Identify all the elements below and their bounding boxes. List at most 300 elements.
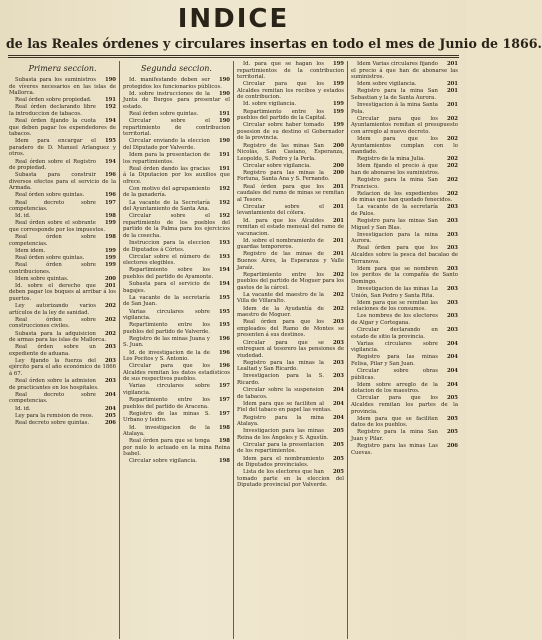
entry-text: Real órden para que los empleados del Ramo de Montes se presenten á sus destinos. [237, 319, 344, 339]
entry-text: Investigacion para la mina Aurora. [351, 231, 438, 245]
entry-page-number: 192 [218, 213, 230, 220]
index-entry [351, 266, 458, 286]
index-entry [9, 118, 116, 138]
index-entry [123, 425, 230, 438]
entry-page-number: 203 [446, 245, 458, 252]
entry-text: Circular sobre vigilancia. [129, 458, 197, 465]
entry-page-number: 201 [332, 217, 344, 224]
entry-text: Real órden sobre construcciones civiles. [9, 316, 96, 330]
entry-text: Registro de las minas San Nicolás, San Casiano, Esperanza, Leopoldo, S. Pedro y la Perla. [237, 142, 344, 162]
entry-text: Investigacion para la S. Ricardo. [237, 373, 324, 386]
entry-page-number: 199 [104, 247, 116, 254]
entry-page-number: 202 [104, 303, 116, 310]
index-entry [351, 395, 458, 415]
index-entry [9, 213, 116, 220]
index-entry [123, 350, 230, 363]
index-entry [351, 88, 458, 101]
entry-page-number: 203 [446, 231, 458, 238]
entry-page-number: 204 [446, 381, 458, 388]
index-entry [123, 322, 230, 335]
entry-page-number: 202 [446, 156, 458, 163]
entry-text: Circular sobre el número de electores elegibles. [123, 253, 210, 267]
entry-text: Real órden sobre quintas. [15, 192, 85, 199]
entry-text: Real órden para que se tenga por nulo lo actuado en la mina Reina Isabel. [123, 438, 230, 458]
index-entry [123, 111, 230, 118]
index-entry [123, 186, 230, 199]
entry-text: Con motivo del agrupamiento de la ganadería. [123, 185, 210, 199]
entry-page-number: 203 [446, 313, 458, 320]
entry-text: Circular para que se entreguen al tesorero las pensiones de viudedad. [237, 339, 344, 359]
index-entry [9, 234, 116, 247]
entry-text: Circular para que los Alcaldes remitan los partes de la provincia. [351, 395, 458, 415]
entry-page-number: 204 [332, 414, 344, 421]
index-entry [351, 61, 458, 81]
entry-page-number: 205 [446, 395, 458, 402]
entry-text: Idem para encargar el paradero de D. Manuel Arlanguez y otros. [9, 138, 116, 158]
entry-page-number: 201 [446, 61, 458, 67]
index-entry [351, 81, 458, 88]
entry-text: Subasta para el servicio de bagajes. [123, 281, 210, 294]
index-entry [9, 262, 116, 275]
entry-text: Idem para la presentacion de los repartimientos. [123, 151, 210, 165]
entry-page-number: 195 [218, 308, 230, 315]
index-entry [351, 416, 458, 429]
page-subtitle: de las Reales órdenes y circulares insertas en todo el mes de Junio de 1866. [6, 36, 542, 51]
header-rule [8, 55, 459, 56]
entry-page-number: 199 [332, 81, 344, 88]
index-entry [237, 442, 344, 455]
entry-page-number: 202 [446, 190, 458, 197]
index-entry [351, 245, 458, 265]
entry-text: Circular para que los Alcaldes remitan los datos estadísticos de sus respectivos pueblos. [123, 363, 230, 383]
entry-text: Idem idem. [15, 247, 46, 254]
entry-page-number: 205 [104, 412, 116, 419]
entry-text: Real decreto sobre quintas. [15, 419, 90, 426]
entry-text: Registro para la mina Atalaya. [237, 414, 324, 428]
entry-page-number: 193 [218, 240, 230, 247]
entry-text: Circular para que los Alcaldes remitan los recibos y estados de contribucion. [237, 81, 344, 101]
index-entry [237, 170, 344, 183]
entry-page-number: 194 [218, 267, 230, 274]
entry-text: Idem para que los Ayuntamientos cumplan con lo mandado. [351, 135, 458, 156]
entry-text: Real decreto sobre competencias. [9, 391, 96, 405]
entry-page-number: 200 [332, 162, 344, 169]
index-entry [9, 77, 116, 97]
entry-text: Id. de investigacion de la de Los Pocitos y S. Antonio. [123, 349, 210, 363]
entry-text: Idem para que se nombren los peritos de la compañía de Santo Domingo. [351, 265, 458, 285]
entry-text: Idem para que se faciliten datos de los pueblos. [351, 415, 438, 429]
entry-text: Idem para que se remitan las relaciones de los consumos. [351, 299, 438, 313]
index-entry [123, 336, 230, 349]
index-entry [123, 254, 230, 267]
entry-page-number: 196 [104, 172, 116, 179]
entry-page-number: 195 [218, 294, 230, 301]
entry-text: Varias circulares sobre vigilancia. [123, 308, 210, 322]
entry-page-number: 199 [332, 61, 344, 67]
index-entry [9, 344, 116, 357]
entry-text: Repartimiento entre los pueblos del partido de Valverde. [123, 322, 210, 335]
entry-text: Real órden para que los caudales del ramo de minas se remitan al Tesoro. [237, 183, 344, 203]
entry-text: Idem fijando el precio á que han de abonarse los suministros. [351, 163, 440, 176]
index-entry [9, 172, 116, 192]
entry-page-number: 199 [104, 254, 116, 261]
entry-text: Idem sobre arreglo de la dotacion de los maestros. [351, 381, 438, 395]
entry-page-number: 204 [332, 387, 344, 394]
index-entry [123, 383, 230, 396]
entry-text: Subasta para la adquisicion de armas para las islas de Mallorca. [9, 330, 107, 344]
entry-page-number: 203 [446, 299, 458, 306]
entry-page-number: 200 [332, 142, 344, 149]
index-entry [237, 401, 344, 414]
index-entry [9, 192, 116, 199]
index-entry [351, 218, 458, 231]
entry-text: Registro para la mina San Francisco. [351, 177, 438, 190]
entry-page-number: 200 [104, 275, 116, 282]
index-entry [237, 272, 344, 292]
entry-page-number: 190 [218, 138, 230, 145]
index-entry [237, 163, 344, 170]
entry-text: Real órden fijando la cuota que deben pagar los expendedores de tabacos. [9, 118, 116, 138]
entry-page-number: 203 [446, 265, 458, 272]
index-entry [351, 136, 458, 156]
index-columns [6, 61, 461, 639]
entry-page-number: 202 [332, 291, 344, 298]
index-entry [9, 406, 116, 413]
index-entry [123, 458, 230, 465]
entry-text: Relacion de los expedientes de minas que han quedado fenecidos. [351, 190, 453, 204]
entry-text: Repartimiento entre los pueblos del partido de la Capital. [237, 108, 327, 122]
entry-page-number: 203 [332, 319, 344, 326]
entry-text: Circular sobre vigilancia. [243, 162, 311, 169]
entry-page-number: 202 [104, 330, 116, 337]
entry-text: La vacante de la secretaría de Palos. [351, 204, 438, 217]
entry-text: La vacante del maestro de la Villa de Villaralto. [237, 291, 324, 305]
entry-page-number: 204 [446, 354, 458, 361]
entry-text: Registro de las minas de Buenos Aires, la Esperanza y Valle Jaraíz. [237, 251, 344, 271]
index-entry [9, 248, 116, 255]
entry-text: Id. sobre instrucciones de la Junta de Burgos para presentar el estado. [123, 90, 230, 110]
entry-text: Idem Varias circulares fijando el precio á que han de abonarse las suministros. [351, 61, 458, 81]
entry-text: Investigacion de las minas La Unión, San Pedro y Santa Rita. [351, 285, 438, 299]
entry-text: Registro de la mina Julia. [357, 156, 425, 163]
entry-page-number: 204 [446, 340, 458, 347]
entry-text: Circular sobre obras públicas. [351, 368, 438, 381]
entry-page-number: 197 [104, 199, 116, 206]
index-entry [123, 77, 230, 90]
index-entry [9, 283, 116, 303]
index-column-1 [6, 61, 120, 639]
entry-page-number: 201 [332, 203, 344, 210]
index-entry [9, 138, 116, 158]
index-entry [351, 341, 458, 354]
entry-text: Subasta para los suministros de víveres necesarios en las islas de Mallorca. [9, 77, 116, 97]
entry-page-number: 202 [332, 271, 344, 278]
entry-text: Real órden dando las gracias á la Diputacion por los auxilios que ofrece. [123, 165, 230, 185]
entry-text: Los nombres de los electores de Algar y Cortegana. [351, 313, 438, 326]
entry-page-number: 198 [104, 213, 116, 220]
index-entry [351, 286, 458, 299]
entry-text: Circular sobre el levantamiento del cólera. [237, 203, 324, 217]
index-entry [351, 102, 458, 115]
entry-page-number: 204 [446, 368, 458, 375]
index-entry [237, 340, 344, 360]
entry-page-number: 203 [446, 285, 458, 292]
index-entry [237, 319, 344, 339]
entry-page-number: 203 [104, 378, 116, 385]
entry-text: La vacante de la Secretaría del Ayuntamiento de Santa Ana. [123, 199, 210, 213]
entry-page-number: 190 [218, 77, 230, 83]
index-entry [237, 428, 344, 441]
entry-page-number: 199 [332, 122, 344, 129]
entry-text: Real órden sobre un expediente de aduana. [9, 344, 96, 357]
index-entry [351, 191, 458, 204]
section-heading: Primera seccion. [28, 64, 97, 73]
entry-text: Registro para las minas la Lealtad y San Ricardo. [237, 359, 324, 373]
entry-text: Registro para las minas la Fortuna, Santa Ana y S. Fernando. [237, 169, 330, 183]
index-entry [9, 200, 116, 213]
entry-page-number: 191 [218, 151, 230, 158]
entry-text: Real órden sobre quintas. [129, 110, 199, 117]
entry-page-number: 199 [104, 220, 116, 227]
entry-page-number: 198 [218, 438, 230, 445]
entry-page-number: 203 [446, 204, 458, 211]
section-heading: Segunda seccion. [141, 64, 212, 73]
entry-page-number: 206 [446, 443, 458, 450]
index-entry [237, 81, 344, 101]
index-entry [123, 166, 230, 186]
entry-text: Repartimiento entre los pueblos del partido de Moguer para los gastos de la cárcel. [237, 271, 344, 291]
index-entry [351, 177, 458, 190]
entry-text: Real órden sobre contribuciones. [9, 262, 96, 275]
entry-text: Circular sobre la suspension de tabacos. [237, 387, 324, 400]
index-entry [123, 213, 230, 239]
entry-page-number: 193 [218, 253, 230, 260]
entry-text: Circular para la presentacion de los repartimientos. [237, 441, 324, 455]
entry-text: Instruccion para la eleccion de Diputados á Córtes. [123, 240, 210, 253]
entry-page-number: 201 [446, 88, 458, 95]
entry-text: Id. para que los Alcaldes remitan el estado mensual del ramo de vacunacion. [237, 217, 344, 237]
entry-page-number: 195 [218, 322, 230, 329]
entry-page-number: 196 [218, 349, 230, 356]
entry-page-number: 202 [104, 316, 116, 323]
index-entry [123, 240, 230, 253]
entry-text: Id. sobre el derecho que deben pagar los buques al arribar á los puertos. [9, 282, 116, 302]
index-entry [237, 238, 344, 251]
index-entry [9, 104, 116, 117]
index-entry [351, 313, 458, 326]
header-rule-thin [8, 57, 459, 58]
entry-text: Real órden declarando libre la introduccion de tabacos. [9, 104, 96, 117]
entry-page-number: 192 [218, 199, 230, 206]
entry-text: Idem de la Ayudantía de maestro de Moguer. [237, 305, 324, 319]
entry-page-number: 190 [218, 118, 230, 125]
index-entry [351, 368, 458, 381]
entry-page-number: 190 [104, 77, 116, 83]
index-entry [123, 152, 230, 165]
index-entry [123, 281, 230, 294]
entry-text: Ley para la remision de reos. [15, 412, 94, 419]
entry-page-number: 192 [218, 185, 230, 192]
index-entry [9, 392, 116, 405]
index-entry [9, 276, 116, 283]
entry-page-number: 203 [332, 359, 344, 366]
entry-page-number: 201 [446, 102, 458, 109]
entry-text: Idem para el nombramiento de Diputados provinciales. [237, 455, 324, 469]
index-entry [237, 109, 344, 122]
entry-page-number: 202 [446, 115, 458, 122]
entry-text: Real órden sobre competencias. [9, 234, 96, 247]
entry-page-number: 196 [104, 192, 116, 199]
index-entry [9, 220, 116, 233]
entry-text: Real decreto sobre competencias. [9, 199, 96, 213]
entry-text: Id. investigacion de la Atalaya. [123, 424, 210, 438]
index-entry [351, 443, 458, 456]
entry-text: Circular sobre haber tomado posesion de su destino el Gobernador de la provincia. [237, 122, 344, 142]
index-entry [237, 469, 344, 489]
entry-page-number: 202 [446, 135, 458, 142]
entry-text: La vacante de la secretaría de San Juan. [123, 294, 210, 308]
entry-text: Registro para la mina San Juan y Pilar. [351, 429, 438, 442]
index-entry [9, 303, 116, 316]
entry-page-number: 205 [446, 415, 458, 422]
index-column-3 [234, 61, 348, 639]
index-entry [123, 200, 230, 213]
index-entry [351, 116, 458, 136]
index-entry [9, 413, 116, 420]
entry-text: Registro para la mina San Sebastian y la de Santa Aurora. [351, 88, 438, 101]
entry-page-number: 204 [104, 391, 116, 398]
index-entry [237, 360, 344, 373]
index-entry [351, 300, 458, 313]
entry-text: Idem para que se faciliten al Fiel del tabaco en papel las ventas. [237, 400, 332, 414]
entry-page-number: 194 [104, 158, 116, 165]
entry-text: Repartimiento sobre los pueblos del partido de Ayamonte. [123, 267, 214, 280]
entry-page-number: 205 [446, 429, 458, 436]
entry-page-number: 205 [332, 441, 344, 448]
entry-text: Investigacion á la mina Santa Pola. [351, 102, 438, 115]
entry-page-number: 199 [332, 101, 344, 108]
entry-page-number: 192 [104, 104, 116, 111]
entry-page-number: 199 [332, 108, 344, 115]
entry-page-number: 202 [332, 305, 344, 312]
index-entry [237, 101, 344, 108]
index-entry [237, 292, 344, 305]
index-entry [123, 295, 230, 308]
entry-text: Circular enviando la eleccion del Diputado por Valverde. [123, 138, 210, 151]
entry-text: Circular declarando en estado de sitio la provincia. [351, 327, 438, 340]
index-entry [351, 429, 458, 442]
index-entry [351, 327, 458, 340]
entry-page-number: 202 [446, 177, 458, 184]
index-entry [351, 354, 458, 367]
index-entry [237, 143, 344, 163]
entry-page-number: 202 [446, 163, 458, 170]
entry-text: Investigacion para las minas Reina de los Ángeles y S. Agustín. [237, 428, 329, 441]
index-entry [9, 358, 116, 378]
index-entry [351, 232, 458, 245]
entry-page-number: 198 [218, 424, 230, 431]
entry-page-number: 201 [332, 183, 344, 190]
entry-text: Id. para que se hagan los repartimientos de la contribucion territorial. [237, 61, 344, 81]
index-entry [237, 218, 344, 238]
entry-page-number: 198 [218, 458, 230, 465]
entry-text: Circular para que los Ayuntamientos remitan el presupuesto con arreglo al nuevo decreto. [351, 115, 458, 135]
entry-page-number: 201 [104, 282, 116, 289]
entry-text: Real órden sobre propiedad. [15, 97, 92, 104]
entry-page-number: 200 [332, 169, 344, 176]
index-entry [123, 411, 230, 424]
index-entry [237, 251, 344, 271]
entry-page-number: 201 [332, 237, 344, 244]
entry-page-number: 201 [332, 251, 344, 258]
index-entry [351, 382, 458, 395]
entry-page-number: 205 [332, 428, 344, 435]
index-entry [123, 363, 230, 383]
entry-page-number: 199 [104, 262, 116, 269]
entry-text: Registro de las minas Juana y S. Juan. [123, 335, 210, 349]
index-entry [351, 156, 458, 163]
entry-text: Varias circulares sobre vigilancia. [123, 383, 210, 397]
entry-text: Registro de las minas S. Urbano y Isidro. [123, 410, 210, 424]
index-entry [237, 387, 344, 400]
index-column-4 [348, 61, 461, 639]
entry-page-number: 194 [104, 118, 116, 125]
index-entry [123, 438, 230, 458]
index-entry [9, 159, 116, 172]
entry-page-number: 198 [104, 234, 116, 241]
index-column-2 [120, 61, 234, 639]
entry-page-number: 205 [332, 469, 344, 476]
entry-page-number: 191 [218, 110, 230, 117]
index-entry [123, 397, 230, 410]
entry-text: Idem sobre quintas. [15, 275, 69, 282]
index-entry [351, 204, 458, 217]
entry-page-number: 203 [446, 327, 458, 334]
entry-text: Idem sobre vigilancia. [357, 81, 417, 88]
entry-page-number: 191 [104, 97, 116, 104]
entry-text: Real órden sobre quintas. [15, 254, 85, 261]
entry-text: Repartimiento entre los pueblos del partido de Aracena. [123, 397, 210, 410]
entry-text: Registro para las minas Las Cuevas. [351, 443, 438, 456]
header [6, 4, 542, 58]
index-entry [237, 204, 344, 217]
entry-page-number: 205 [332, 455, 344, 462]
entry-text: Subasta para construir diversos efectos para el servicio de la Armada. [9, 172, 116, 192]
entry-page-number: 203 [332, 373, 344, 380]
page-title: INDICE [177, 4, 290, 34]
entry-page-number: 203 [446, 218, 458, 225]
entry-text: Id. sobre el nombramiento de guardas temporeros. [237, 237, 324, 251]
entry-page-number: 195 [104, 138, 116, 145]
index-entry [9, 255, 116, 262]
entry-text: Lista de los electores que han tomado parte en la eleccion del Diputado provincial por Valverde. [237, 469, 344, 489]
entry-page-number: 197 [218, 410, 230, 417]
entry-page-number: 203 [104, 344, 116, 351]
entry-page-number: 204 [104, 405, 116, 412]
index-entry [237, 184, 344, 204]
index-entry [9, 420, 116, 427]
entry-text: Ley fijando la fuerza del ejército para el año económico de 1866 á 67. [9, 357, 116, 377]
entry-text: Registro para las minas Felisa, Pilar y San Juan. [351, 354, 438, 367]
entry-page-number: 206 [104, 419, 116, 426]
entry-text: Circular sobre el repartimiento de contribucion territorial. [123, 118, 230, 138]
index-entry [237, 373, 344, 386]
entry-page-number: 191 [218, 165, 230, 172]
entry-text: Circular sobre el repartimiento de los pueblos del partido de la Palma para los ejercicios de la cosecha. [123, 213, 230, 239]
entry-text: Registro para las minas San Miguel y San Blas. [351, 218, 438, 231]
entry-page-number: 194 [218, 281, 230, 288]
entry-page-number: 190 [218, 90, 230, 97]
